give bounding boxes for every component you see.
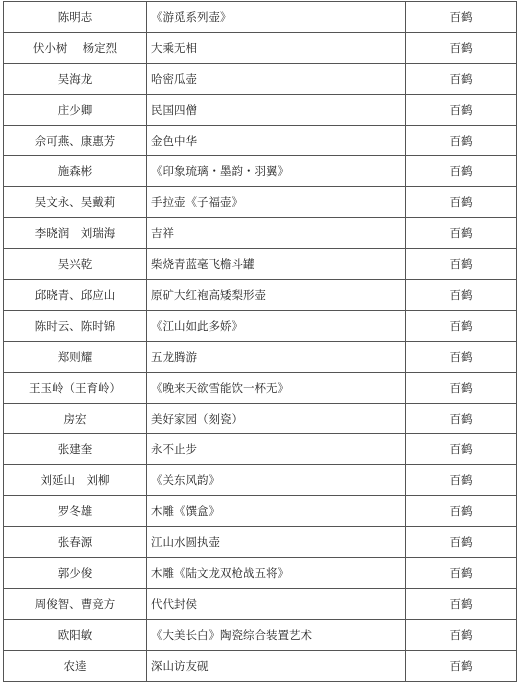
table-row: [4, 280, 517, 311]
table-row: [4, 403, 517, 434]
author-cell: 郭少俊: [4, 558, 147, 589]
author-cell: 张建奎: [4, 434, 147, 465]
author-cell: 伏小树 杨定烈: [4, 32, 147, 63]
award-cell: 百鹤: [406, 32, 517, 63]
author-cell: 罗冬雄: [4, 496, 147, 527]
table-row: [4, 434, 517, 465]
author-cell: 房宏: [4, 403, 147, 434]
table-row: [4, 372, 517, 403]
work-title-cell: 深山访友砚: [147, 650, 406, 681]
award-cell: 百鹤: [406, 2, 517, 33]
work-title-cell: 金色中华: [147, 125, 406, 156]
author-cell: 吴海龙: [4, 63, 147, 94]
table-row: [4, 341, 517, 372]
table-row: [4, 187, 517, 218]
table-row: [4, 310, 517, 341]
award-cell: 百鹤: [406, 280, 517, 311]
table-row: [4, 156, 517, 187]
author-cell: 李晓润 刘瑞海: [4, 218, 147, 249]
award-cell: 百鹤: [406, 63, 517, 94]
award-cell: 百鹤: [406, 558, 517, 589]
work-title-cell: 美好家园（刻瓷）: [147, 403, 406, 434]
work-title-cell: 《大美长白》陶瓷综合装置艺术: [147, 619, 406, 650]
author-cell: 郑则耀: [4, 341, 147, 372]
award-cell: 百鹤: [406, 650, 517, 681]
table-row: [4, 496, 517, 527]
work-title-cell: 《游觅系列壶》: [147, 2, 406, 33]
work-title-cell: 柴烧青蓝毫飞檐斗罐: [147, 249, 406, 280]
work-title-cell: 哈密瓜壶: [147, 63, 406, 94]
table-row: [4, 218, 517, 249]
author-cell: 吴兴乾: [4, 249, 147, 280]
award-cell: 百鹤: [406, 94, 517, 125]
table-row: [4, 619, 517, 650]
award-cell: 百鹤: [406, 465, 517, 496]
table-row: [4, 2, 517, 33]
work-title-cell: 《印象琉璃・墨韵・羽翼》: [147, 156, 406, 187]
author-cell: 王玉岭（王育岭）: [4, 372, 147, 403]
award-cell: 百鹤: [406, 187, 517, 218]
award-cell: 百鹤: [406, 310, 517, 341]
work-title-cell: 木雕《馔盒》: [147, 496, 406, 527]
award-cell: 百鹤: [406, 527, 517, 558]
award-cell: 百鹤: [406, 249, 517, 280]
award-cell: 百鹤: [406, 496, 517, 527]
work-title-cell: 民国四僧: [147, 94, 406, 125]
award-cell: 百鹤: [406, 403, 517, 434]
award-cell: 百鹤: [406, 341, 517, 372]
table-row: [4, 125, 517, 156]
work-title-cell: 原矿大红袍高矮梨形壶: [147, 280, 406, 311]
author-cell: 农逵: [4, 650, 147, 681]
author-cell: 庄少卿: [4, 94, 147, 125]
table-row: [4, 94, 517, 125]
work-title-cell: 江山水圆执壶: [147, 527, 406, 558]
table-row: [4, 32, 517, 63]
work-title-cell: 永不止步: [147, 434, 406, 465]
work-title-cell: 《晚来天欲雪能饮一杯无》: [147, 372, 406, 403]
award-cell: 百鹤: [406, 619, 517, 650]
author-cell: 欧阳敏: [4, 619, 147, 650]
work-title-cell: 木雕《陆文龙双枪战五将》: [147, 558, 406, 589]
work-title-cell: 手拉壶《子福壶》: [147, 187, 406, 218]
table-row: [4, 249, 517, 280]
table-row: [4, 527, 517, 558]
table-row: [4, 63, 517, 94]
work-title-cell: 五龙腾游: [147, 341, 406, 372]
author-cell: 陈明志: [4, 2, 147, 33]
work-title-cell: 吉祥: [147, 218, 406, 249]
award-cell: 百鹤: [406, 434, 517, 465]
author-cell: 佘可燕、康惠芳: [4, 125, 147, 156]
work-title-cell: 代代封侯: [147, 588, 406, 619]
work-title-cell: 《关东风韵》: [147, 465, 406, 496]
table-row: [4, 465, 517, 496]
award-cell: 百鹤: [406, 156, 517, 187]
award-cell: 百鹤: [406, 125, 517, 156]
work-title-cell: 大乘无相: [147, 32, 406, 63]
award-table-page: [3, 1, 517, 682]
author-cell: 邱晓青、邱应山: [4, 280, 147, 311]
award-cell: 百鹤: [406, 372, 517, 403]
author-cell: 张春源: [4, 527, 147, 558]
author-cell: 周俊智、曹竞方: [4, 588, 147, 619]
table-row: [4, 558, 517, 589]
author-cell: 施森彬: [4, 156, 147, 187]
award-table-body: [4, 2, 517, 682]
award-cell: 百鹤: [406, 588, 517, 619]
table-row: [4, 650, 517, 681]
author-cell: 吴文永、吴戴莉: [4, 187, 147, 218]
author-cell: 刘延山 刘柳: [4, 465, 147, 496]
work-title-cell: 《江山如此多娇》: [147, 310, 406, 341]
award-table: [3, 1, 517, 682]
author-cell: 陈时云、陈时锦: [4, 310, 147, 341]
table-row: [4, 588, 517, 619]
award-cell: 百鹤: [406, 218, 517, 249]
